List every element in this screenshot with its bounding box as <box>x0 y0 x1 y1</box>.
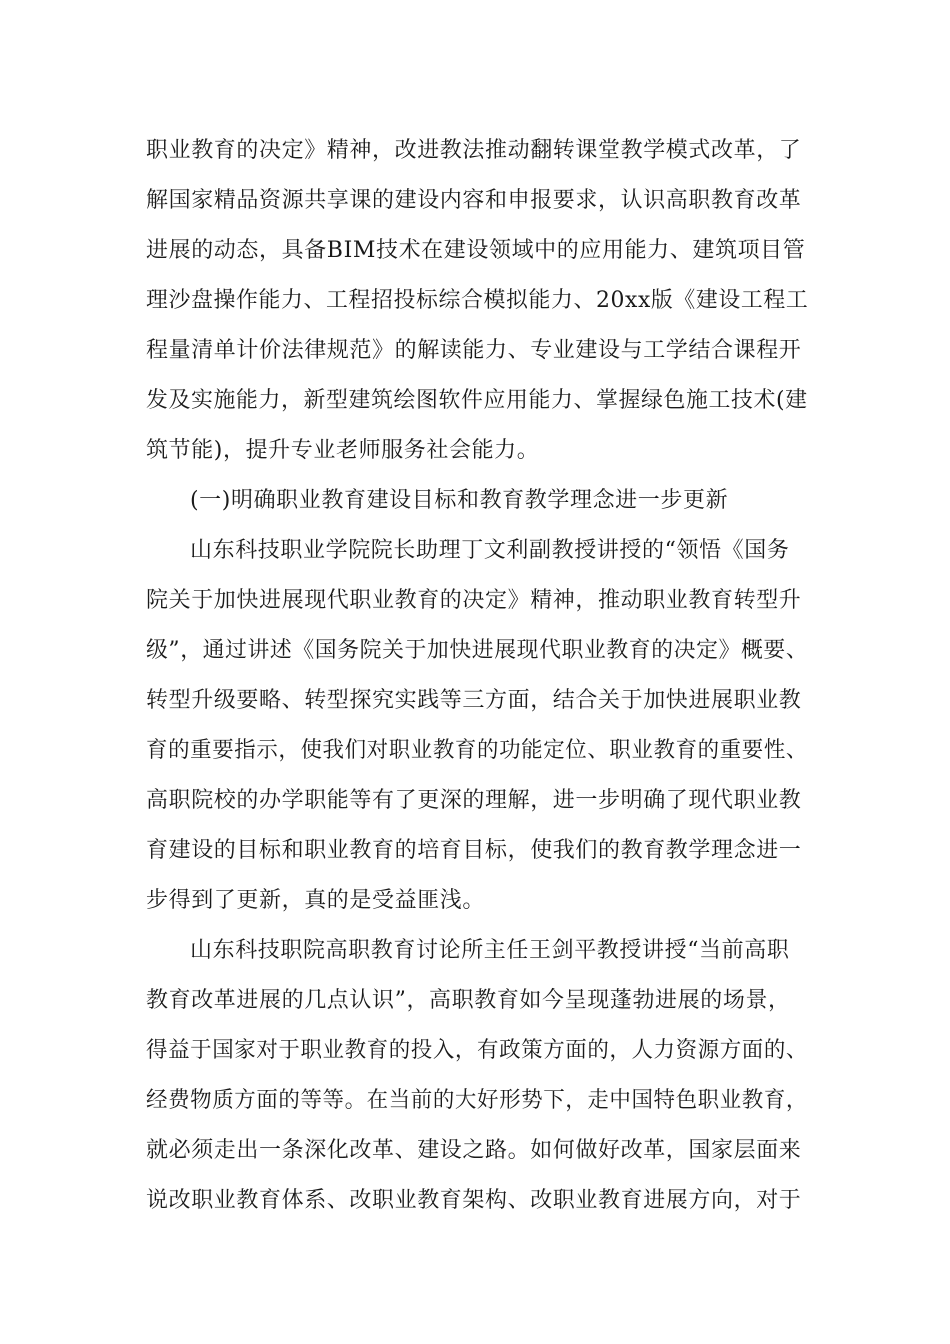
paragraph-2-line-8: 步得到了更新，真的是受益匪浅。 <box>146 888 486 913</box>
paragraph-1-line-5: 程量清单计价法律规范》的解读能力、专业建设与工学结合课程开 <box>146 338 802 363</box>
paragraph-1-line-4: 理沙盘操作能力、工程招投标综合模拟能力、20xx版《建设工程工 <box>146 288 809 313</box>
paragraph-3-line-6: 说改职业教育体系、改职业教育架构、改职业教育进展方向，对于 <box>146 1188 802 1213</box>
paragraph-1-line-2: 解国家精品资源共享课的建设内容和申报要求，认识高职教育改革 <box>146 188 802 213</box>
paragraph-1-line-3: 进展的动态，具备BIM技术在建设领域中的应用能力、建筑项目管 <box>146 238 806 263</box>
paragraph-3-line-1: 山东科技职院高职教育讨论所主任王剑平教授讲授“当前高职 <box>190 938 790 963</box>
paragraph-2-line-7: 育建设的目标和职业教育的培育目标，使我们的教育教学理念进一 <box>146 838 802 863</box>
paragraph-2-line-4: 转型升级要略、转型探究实践等三方面，结合关于加快进展职业教 <box>146 688 802 713</box>
paragraph-2-line-5: 育的重要指示，使我们对职业教育的功能定位、职业教育的重要性、 <box>146 738 809 763</box>
paragraph-1-line-6: 发及实施能力，新型建筑绘图软件应用能力、掌握绿色施工技术(建 <box>146 388 808 413</box>
paragraph-2-line-6: 高职院校的办学职能等有了更深的理解，进一步明确了现代职业教 <box>146 788 802 813</box>
paragraph-2-line-3: 级”，通过讲述《国务院关于加快进展现代职业教育的决定》概要、 <box>146 638 809 663</box>
section-heading: (一)明确职业教育建设目标和教育教学理念进一步更新 <box>190 488 729 513</box>
paragraph-2-line-2: 院关于加快进展现代职业教育的决定》精神，推动职业教育转型升 <box>146 588 802 613</box>
paragraph-1-line-1: 职业教育的决定》精神，改进教法推动翻转课堂教学模式改革，了 <box>146 138 802 163</box>
paragraph-2-line-1: 山东科技职业学院院长助理丁文利副教授讲授的“领悟《国务 <box>190 538 790 563</box>
paragraph-3-line-3: 得益于国家对于职业教育的投入，有政策方面的，人力资源方面的、 <box>146 1038 809 1063</box>
paragraph-3-line-4: 经费物质方面的等等。在当前的大好形势下，走中国特色职业教育， <box>146 1088 809 1113</box>
paragraph-3-line-2: 教育改革进展的几点认识”，高职教育如今呈现蓬勃进展的场景， <box>146 988 791 1013</box>
paragraph-1-line-7: 筑节能)，提升专业老师服务社会能力。 <box>146 438 540 463</box>
paragraph-3-line-5: 就必须走出一条深化改革、建设之路。如何做好改革，国家层面来 <box>146 1138 802 1163</box>
